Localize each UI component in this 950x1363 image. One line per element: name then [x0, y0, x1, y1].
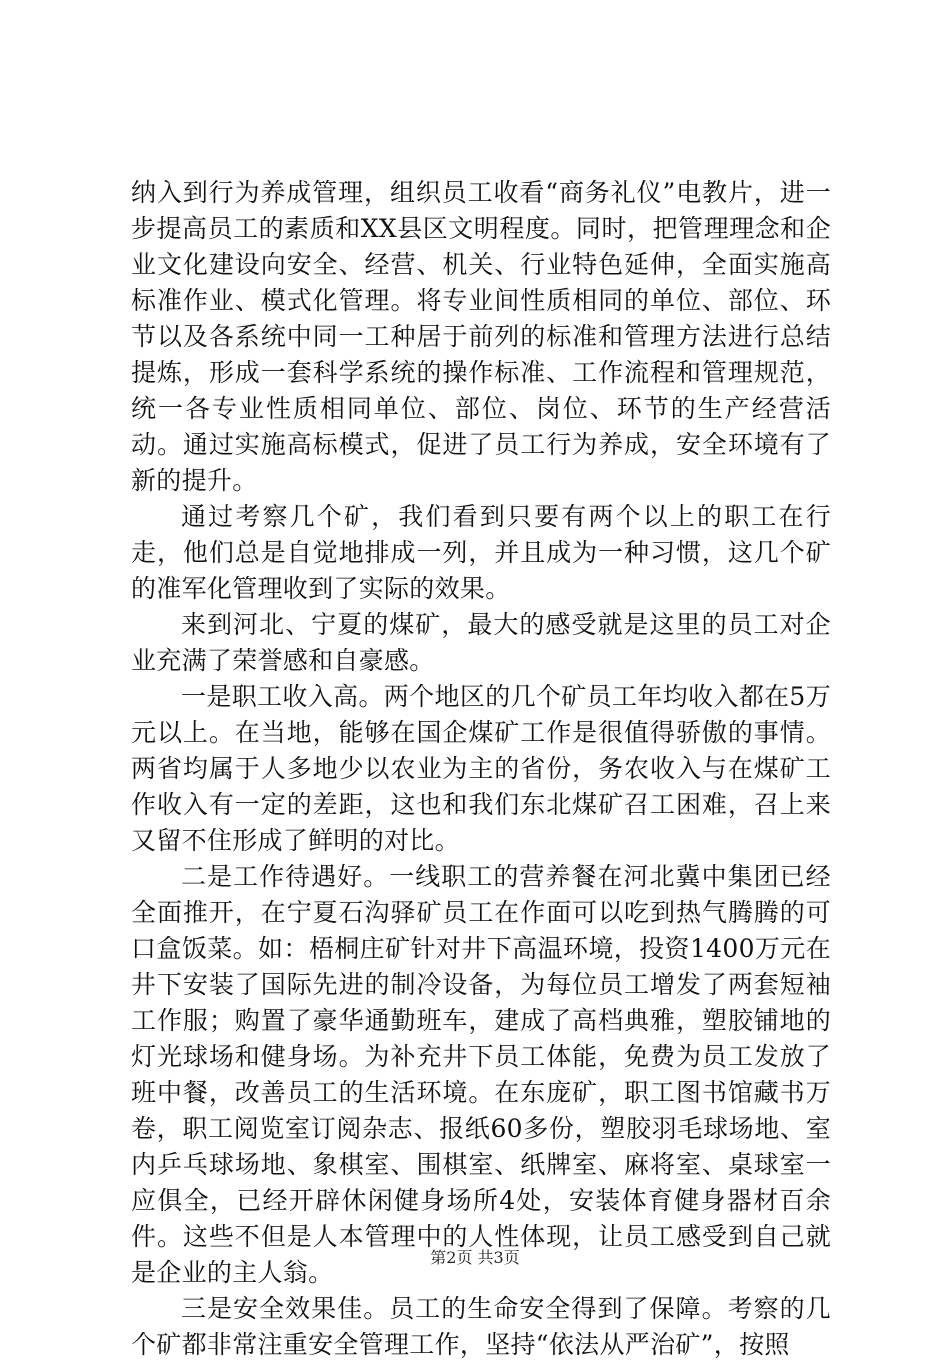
paragraph-continued: 纳入到行为养成管理，组织员工收看“商务礼仪”电教片，进一步提高员工的素质和XX县区文明程度。同时，把管理理念和企业文化建设向安全、经营、机关、行业特色延伸，全面实施高标准作业、模式化管理。将专业间性质相同的单位、部位、环节以及各系统中同一工种居于前列的标准和管理方法进行总结提炼，形成一套科学系统的操作标准、工作流程和管理规范，统一各专业性质相同单位、部位、岗位、环节的生产经营活动。通过实施高标模式，促进了员工行为养成，安全环境有了新的提升。 — [131, 178, 831, 495]
document-body — [131, 175, 831, 1363]
paragraph: 二是工作待遇好。一线职工的营养餐在河北冀中集团已经全面推开，在宁夏石沟驿矿员工在作面可以吃到热气腾腾的可口盒饭菜。如：梧桐庄矿针对井下高温环境，投资1400万元在井下安装了国际先进的制冷设备，为每位员工增发了两套短袖工作服；购置了豪华通勤班车，建成了高档典雅，塑胶铺地的灯光球场和健身场。为补充井下员工体能，免费为员工发放了班中餐，改善员工的生活环境。在东庞矿，职工图书馆藏书万卷，职工阅览室订阅杂志、报纸60多份，塑胶羽毛球场地、室内乒乓球场地、象棋室、围棋室、纸牌室、麻将室、桌球室一应俱全，已经开辟休闲健身场所4处，安装体育健身器材百余件。这些不但是人本管理中的人性体现，让员工感受到自己就是企业的主人翁。 — [131, 862, 831, 1287]
paragraph: 三是安全效果佳。员工的生命安全得到了保障。考察的几个矿都非常注重安全管理工作，坚持“依法从严治矿”，按照 — [131, 1294, 831, 1359]
paragraph: 来到河北、宁夏的煤矿，最大的感受就是这里的员工对企业充满了荣誉感和自豪感。 — [131, 610, 831, 675]
paragraph: 一是职工收入高。两个地区的几个矿员工年均收入都在5万元以上。在当地，能够在国企煤矿工作是很值得骄傲的事情。两省均属于人多地少以农业为主的省份，务农收入与在煤矿工作收入有一定的差距，这也和我们东北煤矿召工困难，召上来又留不住形成了鲜明的对比。 — [131, 682, 831, 855]
page-footer: 第2页 共3页 — [430, 1248, 520, 1267]
paragraph: 通过考察几个矿，我们看到只要有两个以上的职工在行走，他们总是自觉地排成一列，并且成为一种习惯，这几个矿的准军化管理收到了实际的效果。 — [131, 502, 831, 603]
